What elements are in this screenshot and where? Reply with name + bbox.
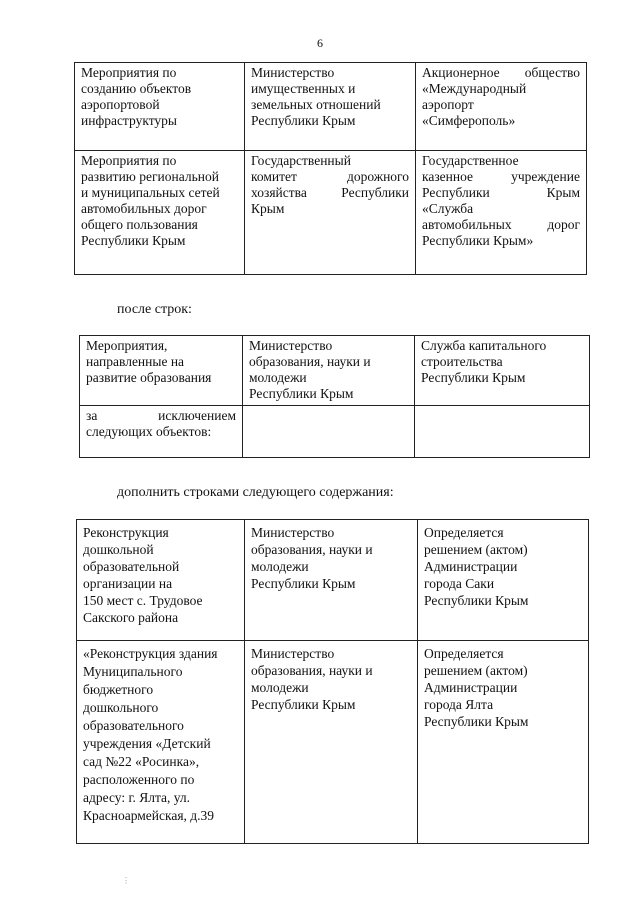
table-cell-event: Мероприятия, направленные на развитие образования <box>80 336 243 406</box>
table-cell-event: «Реконструкция здания Муниципального бюджетного дошкольного образовательного учреждения «Детский сад №22 «Росинка», расположенного по адресу: г. Ялта, ул. Красноармейская, д.39 <box>77 641 245 844</box>
table-cell-ministry: Министерство образования, науки и молодежи Республики Крым <box>245 520 418 641</box>
page-number: 6 <box>317 36 323 50</box>
table-cell-ministry: Министерство образования, науки и молодежи Республики Крым <box>243 336 415 406</box>
table-education-events <box>79 335 590 458</box>
table-cell-contractor <box>415 406 590 458</box>
table-cell-ministry: Министерство образования, науки и молодежи Республики Крым <box>245 641 418 844</box>
table-cell-ministry: Государственный комитет дорожного хозяйства Республики Крым <box>245 151 416 275</box>
table-cell-event: за исключением следующих объектов: <box>80 406 243 458</box>
table-cell-contractor: Определяется решением (актом) Администрации города Саки Республики Крым <box>418 520 589 641</box>
table-cell-contractor: Определяется решением (актом) Администрации города Ялта Республики Крым <box>418 641 589 844</box>
table-cell-event: Мероприятия по развитию региональной и муниципальных сетей автомобильных дорог общего пользования Республики Крым <box>75 151 245 275</box>
table-cell-contractor: Служба капитального строительства Республики Крым <box>415 336 590 406</box>
table-cell-ministry <box>243 406 415 458</box>
paragraph-after-rows: после строк: <box>117 302 192 317</box>
table-row <box>77 520 589 641</box>
table-row <box>80 406 590 458</box>
table-row <box>80 336 590 406</box>
table-cell-contractor: Акционерное общество «Международный аэропорт «Симферополь» <box>416 63 587 151</box>
table-row <box>75 63 587 151</box>
table-new-rows <box>76 519 589 844</box>
table-cell-event: Мероприятия по созданию объектов аэропортовой инфраструктуры <box>75 63 245 151</box>
table-row <box>75 151 587 275</box>
table-cell-ministry: Министерство имущественных и земельных отношений Республики Крым <box>245 63 416 151</box>
table-cell-event: Реконструкция дошкольной образовательной организации на 150 мест с. Трудовое Сакского района <box>77 520 245 641</box>
table-row <box>77 641 589 844</box>
scan-artifact: ⋮ <box>122 876 130 885</box>
table-responsible-bodies-1 <box>74 62 587 275</box>
paragraph-supplement: дополнить строками следующего содержания: <box>117 485 394 500</box>
table-cell-contractor: Государственное казенное учреждение Республики Крым «Служба автомобильных дорог Республики Крым» <box>416 151 587 275</box>
